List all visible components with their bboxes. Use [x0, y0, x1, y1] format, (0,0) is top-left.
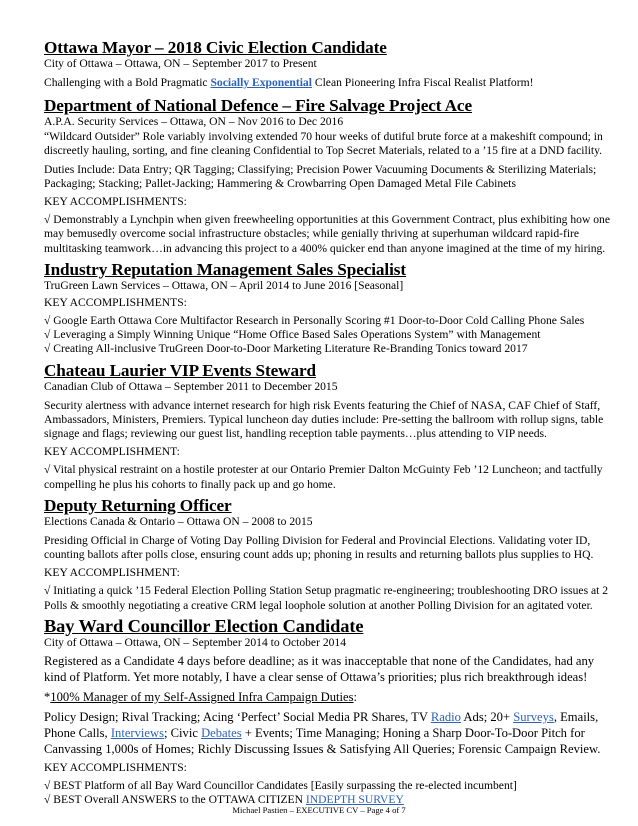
job-description: “Wildcard Outsider” Role variably involving extended 70 hour weeks of dutiful brute force at a makeshift compound; in discreetly hauling, sorting, and fine cleaning Confidential to Top Secret Materials, related to a ’15 fire at a DND facility. — [44, 130, 603, 158]
job-title: Bay Ward Councillor Election Candidate — [44, 615, 364, 636]
section-deputy-returning-officer — [44, 496, 612, 613]
accomplishment-item: √ BEST Overall ANSWERS to the OTTAWA CITIZEN INDEPTH SURVEY — [44, 793, 404, 807]
job-subtitle: Canadian Club of Ottawa – September 2011 to December 2015 — [44, 379, 338, 393]
accomplishment-item: √ Leveraging a Simply Winning Unique “Home Office Based Sales Operations System” with Management — [44, 328, 541, 342]
job-title: Industry Reputation Management Sales Specialist — [44, 259, 406, 279]
job-description: Security alertness with advance internet research for high risk Events featuring the Chief of NASA, CAF Chief of Staff, Ambassadors, Ministers, Premiers. Typical luncheon day duties include: Pre-setting the ballroom with rollup signs, table signage and flags; reviewing our guest list, handling reception table payments…plus attending to VIP needs. — [44, 398, 604, 441]
interviews-link[interactable]: Interviews — [110, 725, 164, 740]
job-subtitle: A.P.A. Security Services – Ottawa, ON – Nov 2016 to Dec 2016 — [44, 115, 344, 129]
key-accomplishments-heading: KEY ACCOMPLISHMENTS: — [44, 295, 187, 309]
section-trugreen — [44, 260, 612, 357]
duties-paragraph: Duties Include: Data Entry; QR Tagging; Classifying; Precision Power Vacuuming Documents & Sterilizing Materials; Packaging; Stacking; Pallet-Jacking; Hammering & Crowbarring Open Damaged Metal File Cabinets — [44, 162, 597, 190]
job-subtitle: City of Ottawa – Ottawa, ON – September 2017 to Present — [44, 57, 317, 70]
radio-link[interactable]: Radio — [430, 709, 461, 724]
key-accomplishment-heading: KEY ACCOMPLISHMENT: — [44, 445, 180, 459]
job-title: Chateau Laurier VIP Events Steward — [44, 360, 316, 380]
socially-exponential-link[interactable]: Socially Exponential — [210, 76, 312, 89]
key-accomplishment-heading: KEY ACCOMPLISHMENT: — [44, 566, 180, 580]
job-title: Department of National Defence – Fire Salvage Project Ace — [44, 96, 472, 116]
page-footer: Michael Pastien – EXECUTIVE CV – Page 4 of 7 — [232, 805, 406, 815]
section-dnd-fire-salvage — [44, 96, 612, 256]
surveys-link[interactable]: Surveys — [513, 709, 554, 724]
job-title: Ottawa Mayor – 2018 Civic Election Candidate — [44, 38, 387, 57]
accomplishment-item: √ Vital physical restraint on a hostile protester at our Ontario Premier Dalton McGuinty Feb ’12 Luncheon; and tactfully compelling he plus his cohorts to finally pack up and go home. — [44, 463, 603, 491]
job-subtitle: Elections Canada & Ontario – Ottawa ON – 2008 to 2015 — [44, 514, 313, 528]
accomplishment-item: √ Creating All-inclusive TruGreen Door-to-Door Marketing Literature Re-Branding Tonics toward 2017 — [44, 342, 528, 356]
job-description: Challenging with a Bold Pragmatic Socially Exponential Clean Pioneering Infra Fiscal Realist Platform! — [44, 76, 534, 89]
section-bay-ward-councillor — [44, 617, 612, 808]
campaign-duties-paragraph: Policy Design; Rival Tracking; Acing ‘Perfect’ Social Media PR Shares, TV Radio Ads; 20+ Surveys, Emails, Phone Calls, Interviews; Civic Debates + Events; Time Managing; Honing a Sharp Door-To-Door Pitch for Canvassing 1,000s of Homes; Richly Discussing Issues & Satisfying All Queries; Forensic Campaign Review. — [44, 709, 601, 756]
accomplishment-item: √ BEST Platform of all Bay Ward Councillor Candidates [Easily surpassing the re-elected incumbent] — [44, 779, 517, 793]
section-chateau-laurier — [44, 361, 612, 492]
accomplishment-item: √ Demonstrably a Lynchpin when given freewheeling opportunities at this Government Contract, plus exhibiting how one may bemusedly overcome social infrastructure obstacles; while genially thriving at superhuman wildcard rapid-fire multitasking teamwork…in advancing this project to a 400% quicker end than anyone imagined at the time of my hiring. — [44, 213, 610, 255]
debates-link[interactable]: Debates — [201, 725, 242, 740]
accomplishment-item: √ Initiating a quick ’15 Federal Election Polling Station Setup pragmatic re-engineering; troubleshooting DRO issues at 2 Polls & smoothly negotiating a creative CRM legal loophole solution at another Polling Division for an agitated voter. — [44, 584, 609, 612]
job-subtitle: TruGreen Lawn Services – Ottawa, ON – April 2014 to June 2016 [Seasonal] — [44, 278, 404, 292]
accomplishment-item: √ Google Earth Ottawa Core Multifactor Research in Personally Scoring #1 Door-to-Door Cold Calling Phone Sales — [44, 314, 585, 328]
indepth-survey-link[interactable]: INDEPTH SURVEY — [305, 793, 404, 807]
job-description: Registered as a Candidate 4 days before deadline; as it was inacceptable that none of the Candidates, had any kind of Platform. Yet more notably, I have a clear sense of Ottawa’s priorities; plus rich breakthrough ideas! — [44, 653, 595, 684]
key-accomplishments-heading: KEY ACCOMPLISHMENTS: — [44, 195, 187, 209]
resume-content — [44, 38, 612, 807]
manager-line: *100% Manager of my Self-Assigned Infra Campaign Duties: — [44, 689, 358, 704]
job-title: Deputy Returning Officer — [44, 495, 232, 515]
key-accomplishments-heading: KEY ACCOMPLISHMENTS: — [44, 760, 187, 774]
job-description: Presiding Official in Charge of Voting Day Polling Division for Federal and Provincial Elections. Validating voter ID, counting ballots after polls close, ensuring count adds up; phoning in results and returning ballots plus supplies to HQ. — [44, 533, 594, 562]
section-ottawa-mayor — [44, 38, 612, 90]
job-subtitle: City of Ottawa – Ottawa, ON – September 2014 to October 2014 — [44, 635, 347, 649]
